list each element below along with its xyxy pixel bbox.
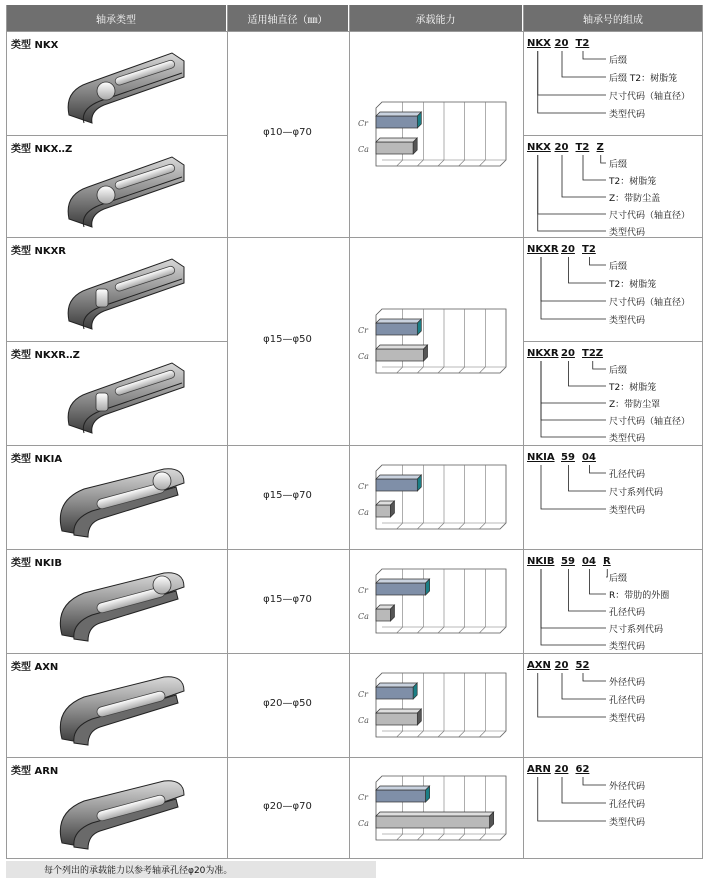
code-part-label: 尺寸系列代码 (609, 625, 664, 635)
code-part-label: Z：带防尘罩 (609, 400, 661, 410)
cr-bar-top (376, 319, 421, 323)
capacity-chart (356, 457, 516, 537)
code-part-label: R：带肋的外圈 (609, 591, 670, 601)
ca-label: Ca (358, 145, 369, 154)
code-part: T2Z (582, 348, 604, 359)
leader-line (541, 361, 606, 437)
cr-bar-top (376, 579, 430, 583)
grid-hline (6, 135, 227, 136)
leader-line (562, 673, 606, 699)
code-part: NKXR (527, 348, 559, 359)
code-part: 04 (582, 452, 596, 463)
leader-line (562, 155, 606, 197)
ca-bar (376, 816, 490, 828)
code-part: NKIA (527, 452, 555, 463)
leader-line (569, 465, 607, 491)
code-part: T2 (575, 142, 590, 153)
code-part: 62 (575, 764, 590, 775)
ca-label: Ca (358, 716, 369, 725)
shaft-diameter-range: φ20—φ70 (263, 800, 312, 812)
bearing-illustration (44, 357, 194, 437)
leader-line (562, 777, 606, 803)
code-part-label: 后缀 (609, 574, 628, 584)
code-part: NKIB (527, 556, 555, 567)
code-part: AXN (527, 660, 551, 671)
code-part-label: 尺寸代码（轴直径） (609, 417, 691, 427)
header-type: 轴承类型 (6, 5, 226, 31)
bearing-illustration (44, 47, 194, 127)
leader-line (593, 361, 606, 369)
shaft-diameter-range: φ20—φ50 (263, 698, 312, 709)
cr-label: Cr (358, 119, 368, 128)
leader-line (590, 465, 607, 473)
leader-line (583, 777, 606, 785)
leader-line (569, 257, 607, 283)
code-part: T2 (575, 38, 590, 49)
chart-frame (376, 102, 506, 166)
leader-line (590, 569, 607, 594)
chart-frame (376, 465, 506, 529)
code-part-label: T2：树脂笼 (609, 383, 657, 393)
code-part-label: Z：带防尘盖 (609, 194, 661, 204)
bearing-type-label: 类型 NKXR (11, 246, 67, 257)
leader-line (601, 155, 606, 163)
cr-bar (376, 116, 417, 128)
code-part-label: 后缀 (609, 56, 628, 66)
code-part-label: 类型代码 (609, 642, 646, 652)
code-part: 20 (561, 244, 575, 255)
code-leader-lines (523, 135, 703, 239)
ca-bar-top (376, 138, 417, 142)
code-part-label: 孔径代码 (609, 696, 646, 706)
leader-line (590, 257, 607, 265)
grid-vline (6, 5, 7, 858)
code-part: 04 (582, 556, 596, 567)
ca-bar-top (376, 345, 428, 349)
cr-bar-top (376, 786, 430, 790)
code-part: NKXR (527, 244, 559, 255)
code-part: 20 (554, 660, 569, 671)
code-part: 20 (554, 764, 569, 775)
cr-bar-top (376, 475, 421, 479)
code-part-label: 类型代码 (609, 818, 646, 828)
shaft-diameter-range: φ15—φ70 (263, 594, 312, 605)
code-leader-lines (523, 31, 703, 135)
code-part-label: 孔径代码 (609, 800, 646, 810)
code-part-label: 尺寸代码（轴直径） (609, 92, 691, 102)
code-part: Z (596, 142, 604, 153)
code-part-label: 尺寸代码（轴直径） (609, 298, 691, 308)
bearing-type-label: 类型 AXN (11, 662, 59, 673)
leader-line (541, 361, 606, 403)
code-leader-lines (523, 445, 703, 549)
cr-label: Cr (358, 326, 368, 335)
header-capacity: 承载能力 (349, 5, 522, 31)
bearing-illustration (44, 461, 194, 541)
ca-label: Ca (358, 612, 369, 621)
code-part-label: 类型代码 (609, 434, 646, 444)
cr-label: Cr (358, 690, 368, 699)
code-part-label: 类型代码 (609, 110, 646, 120)
leader-line (583, 155, 606, 180)
leader-line (538, 155, 606, 214)
chart-frame (376, 569, 506, 633)
code-part: 52 (575, 660, 590, 671)
code-leader-lines (523, 549, 703, 653)
code-leader-lines (523, 757, 703, 861)
code-part-label: 类型代码 (609, 316, 646, 326)
code-part-label: 类型代码 (609, 714, 646, 724)
shaft-diameter-range: φ15—φ50 (263, 334, 312, 345)
cr-bar (376, 479, 417, 491)
shaft-diameter-range: φ15—φ70 (263, 490, 312, 501)
code-leader-lines (523, 653, 703, 757)
capacity-chart (356, 768, 516, 848)
capacity-chart (356, 561, 516, 641)
code-part: 59 (561, 452, 575, 463)
code-part: 20 (554, 38, 569, 49)
leader-line (562, 51, 606, 77)
code-part-label: T2：树脂笼 (609, 280, 657, 290)
code-part: 59 (561, 556, 575, 567)
bearing-type-label: 类型 ARN (11, 766, 59, 777)
leader-line (541, 569, 606, 645)
code-part: 20 (561, 348, 575, 359)
code-part: 20 (554, 142, 569, 153)
ca-bar (376, 505, 390, 517)
ca-bar-top (376, 709, 421, 713)
cr-label: Cr (358, 482, 368, 491)
bearing-type-label: 类型 NKIA (11, 454, 63, 465)
code-part-label: 尺寸系列代码 (609, 488, 664, 498)
footnote: 每个列出的承载能力以参考轴承孔径φ20为准。 (6, 861, 376, 878)
bearing-illustration (44, 565, 194, 645)
grid-vline (349, 5, 350, 858)
leader-line (606, 569, 607, 577)
cr-bar-top (376, 683, 417, 687)
leader-line (541, 465, 606, 509)
cr-bar (376, 583, 426, 595)
ca-bar (376, 349, 424, 361)
ca-bar (376, 609, 390, 621)
code-part: ARN (527, 764, 551, 775)
bearing-type-label: 类型 NKIB (11, 558, 62, 569)
cr-bar (376, 323, 417, 335)
ca-label: Ca (358, 352, 369, 361)
code-part-label: T2：树脂笼 (609, 177, 657, 187)
chart-frame (376, 776, 506, 840)
cr-bar-top (376, 112, 421, 116)
ca-bar-top (376, 812, 494, 816)
leader-line (538, 777, 606, 821)
bearing-illustration (44, 151, 194, 231)
bearing-type-label: 类型 NKXR‥Z (11, 350, 80, 361)
code-part-label: 外径代码 (609, 782, 646, 792)
code-part-label: 孔径代码 (609, 470, 646, 480)
bearing-table (6, 5, 703, 858)
cr-bar (376, 687, 413, 699)
leader-line (583, 51, 606, 59)
code-part-label: 类型代码 (609, 506, 646, 516)
leader-line (538, 673, 606, 717)
code-part-label: 后缀 (609, 160, 628, 170)
code-part: T2 (582, 244, 596, 255)
chart-frame (376, 673, 506, 737)
code-part-label: 尺寸代码（轴直径） (609, 211, 691, 221)
bearing-type-label: 类型 NKX (11, 40, 59, 51)
bearing-type-label: 类型 NKX‥Z (11, 144, 73, 155)
cr-label: Cr (358, 586, 368, 595)
code-part-label: 外径代码 (609, 678, 646, 688)
leader-line (569, 361, 607, 386)
grid-hline (6, 341, 227, 342)
code-part-label: 后缀 T2：树脂笼 (609, 74, 678, 84)
bearing-illustration (44, 773, 194, 853)
ca-bar (376, 142, 413, 154)
leader-line (541, 257, 606, 301)
code-part-label: 孔径代码 (609, 608, 646, 618)
leader-line (541, 361, 606, 420)
code-part: NKX (527, 38, 551, 49)
shaft-diameter-range: φ10—φ70 (263, 127, 312, 138)
capacity-chart (356, 94, 516, 174)
leader-line (538, 51, 606, 95)
header-diameter: 适用轴直径（㎜） (227, 5, 348, 31)
capacity-chart (356, 665, 516, 745)
leader-line (569, 569, 607, 611)
code-leader-lines (523, 341, 703, 445)
leader-line (538, 155, 606, 231)
header-code: 轴承号的组成 (523, 5, 703, 31)
code-part: NKX (527, 142, 551, 153)
ca-bar (376, 713, 417, 725)
leader-line (541, 569, 606, 628)
cr-label: Cr (358, 792, 368, 802)
leader-line (583, 673, 606, 681)
chart-frame (376, 309, 506, 373)
code-part-label: 后缀 (609, 262, 628, 272)
bearing-illustration (44, 253, 194, 333)
capacity-chart (356, 301, 516, 381)
leader-line (541, 257, 606, 319)
bearing-illustration (44, 669, 194, 749)
ca-label: Ca (358, 818, 369, 828)
cr-bar (376, 790, 426, 802)
code-part: R (603, 556, 611, 567)
leader-line (538, 51, 606, 113)
code-part-label: 类型代码 (609, 228, 646, 238)
code-part-label: 后缀 (609, 366, 628, 376)
code-leader-lines (523, 237, 703, 341)
ca-label: Ca (358, 508, 369, 517)
